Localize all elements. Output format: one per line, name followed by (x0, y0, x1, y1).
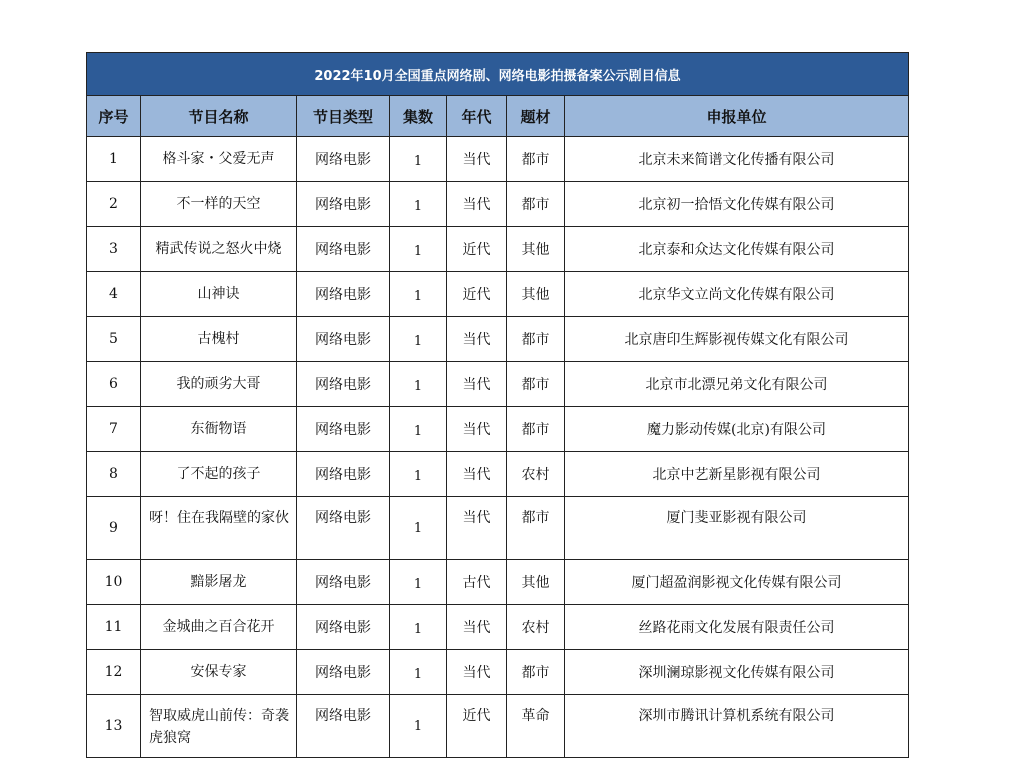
cell-name: 古槐村 (141, 317, 297, 362)
cell-company: 丝路花雨文化发展有限责任公司 (565, 605, 909, 650)
cell-no: 9 (87, 497, 141, 560)
cell-theme: 都市 (507, 407, 565, 452)
cell-name: 精武传说之怒火中烧 (141, 227, 297, 272)
cell-company: 厦门超盈润影视文化传媒有限公司 (565, 560, 909, 605)
cell-era: 近代 (447, 272, 507, 317)
cell-company: 北京未来简谱文化传播有限公司 (565, 137, 909, 182)
cell-type: 网络电影 (297, 272, 390, 317)
cell-type: 网络电影 (297, 605, 390, 650)
cell-theme: 农村 (507, 452, 565, 497)
cell-episodes: 1 (390, 407, 447, 452)
cell-theme: 其他 (507, 272, 565, 317)
cell-era: 当代 (447, 407, 507, 452)
cell-era: 当代 (447, 650, 507, 695)
table-row (87, 407, 909, 452)
header-no: 序号 (87, 96, 141, 137)
cell-episodes: 1 (390, 272, 447, 317)
cell-company: 魔力影动传媒(北京)有限公司 (565, 407, 909, 452)
cell-episodes: 1 (390, 227, 447, 272)
cell-no: 11 (87, 605, 141, 650)
table-row (87, 605, 909, 650)
cell-theme: 都市 (507, 317, 565, 362)
cell-era: 当代 (447, 605, 507, 650)
cell-company: 深圳市腾讯计算机系统有限公司 (565, 695, 909, 758)
cell-name: 不一样的天空 (141, 182, 297, 227)
cell-company: 厦门斐亚影视有限公司 (565, 497, 909, 560)
cell-era: 古代 (447, 560, 507, 605)
cell-company: 北京中艺新星影视有限公司 (565, 452, 909, 497)
table-row (87, 650, 909, 695)
cell-episodes: 1 (390, 452, 447, 497)
cell-name: 金城曲之百合花开 (141, 605, 297, 650)
cell-type: 网络电影 (297, 182, 390, 227)
table-row (87, 497, 909, 560)
cell-name: 我的顽劣大哥 (141, 362, 297, 407)
table-row (87, 227, 909, 272)
cell-theme: 都市 (507, 362, 565, 407)
cell-type: 网络电影 (297, 560, 390, 605)
cell-episodes: 1 (390, 362, 447, 407)
cell-type: 网络电影 (297, 452, 390, 497)
cell-era: 当代 (447, 182, 507, 227)
cell-no: 4 (87, 272, 141, 317)
table-row (87, 695, 909, 758)
cell-episodes: 1 (390, 560, 447, 605)
cell-theme: 都市 (507, 497, 565, 560)
filing-table-sheet (86, 52, 908, 758)
cell-no: 2 (87, 182, 141, 227)
cell-no: 6 (87, 362, 141, 407)
cell-theme: 都市 (507, 137, 565, 182)
cell-episodes: 1 (390, 497, 447, 560)
cell-company: 北京华文立尚文化传媒有限公司 (565, 272, 909, 317)
cell-era: 近代 (447, 227, 507, 272)
cell-no: 13 (87, 695, 141, 758)
cell-name: 山神诀 (141, 272, 297, 317)
cell-no: 3 (87, 227, 141, 272)
cell-no: 1 (87, 137, 141, 182)
cell-episodes: 1 (390, 317, 447, 362)
cell-episodes: 1 (390, 137, 447, 182)
cell-era: 当代 (447, 497, 507, 560)
cell-type: 网络电影 (297, 317, 390, 362)
header-theme: 题材 (507, 96, 565, 137)
cell-company: 北京初一拾悟文化传媒有限公司 (565, 182, 909, 227)
table-title: 2022年10月全国重点网络剧、网络电影拍摄备案公示剧目信息 (87, 53, 909, 96)
cell-episodes: 1 (390, 182, 447, 227)
cell-type: 网络电影 (297, 650, 390, 695)
table-row (87, 272, 909, 317)
header-name: 节目名称 (141, 96, 297, 137)
cell-type: 网络电影 (297, 362, 390, 407)
cell-name: 黯影屠龙 (141, 560, 297, 605)
cell-company: 北京泰和众达文化传媒有限公司 (565, 227, 909, 272)
table-row (87, 560, 909, 605)
cell-theme: 革命 (507, 695, 565, 758)
cell-type: 网络电影 (297, 227, 390, 272)
cell-episodes: 1 (390, 605, 447, 650)
table-row (87, 362, 909, 407)
cell-theme: 农村 (507, 605, 565, 650)
cell-no: 5 (87, 317, 141, 362)
cell-type: 网络电影 (297, 695, 390, 758)
cell-company: 北京市北漂兄弟文化有限公司 (565, 362, 909, 407)
header-company: 申报单位 (565, 96, 909, 137)
cell-era: 当代 (447, 137, 507, 182)
cell-no: 10 (87, 560, 141, 605)
cell-episodes: 1 (390, 650, 447, 695)
header-era: 年代 (447, 96, 507, 137)
cell-company: 北京唐印生辉影视传媒文化有限公司 (565, 317, 909, 362)
table-row (87, 452, 909, 497)
cell-era: 当代 (447, 362, 507, 407)
cell-no: 7 (87, 407, 141, 452)
cell-name: 安保专家 (141, 650, 297, 695)
column-header-row (87, 96, 909, 137)
cell-theme: 都市 (507, 182, 565, 227)
cell-name: 呀！住在我隔壁的家伙 (141, 497, 297, 560)
table-row (87, 317, 909, 362)
cell-type: 网络电影 (297, 137, 390, 182)
cell-theme: 都市 (507, 650, 565, 695)
cell-era: 当代 (447, 317, 507, 362)
cell-era: 近代 (447, 695, 507, 758)
header-type: 节目类型 (297, 96, 390, 137)
cell-no: 8 (87, 452, 141, 497)
cell-name: 智取威虎山前传：奇袭虎狼窝 (141, 695, 297, 758)
cell-episodes: 1 (390, 695, 447, 758)
cell-theme: 其他 (507, 560, 565, 605)
cell-theme: 其他 (507, 227, 565, 272)
header-episodes: 集数 (390, 96, 447, 137)
cell-type: 网络电影 (297, 497, 390, 560)
cell-name: 了不起的孩子 (141, 452, 297, 497)
table-row (87, 137, 909, 182)
cell-type: 网络电影 (297, 407, 390, 452)
filing-table (86, 52, 909, 758)
cell-company: 深圳澜琼影视文化传媒有限公司 (565, 650, 909, 695)
cell-name: 格斗家・父爱无声 (141, 137, 297, 182)
cell-name: 东衙物语 (141, 407, 297, 452)
cell-era: 当代 (447, 452, 507, 497)
table-row (87, 182, 909, 227)
cell-no: 12 (87, 650, 141, 695)
table-title-row (87, 53, 909, 96)
